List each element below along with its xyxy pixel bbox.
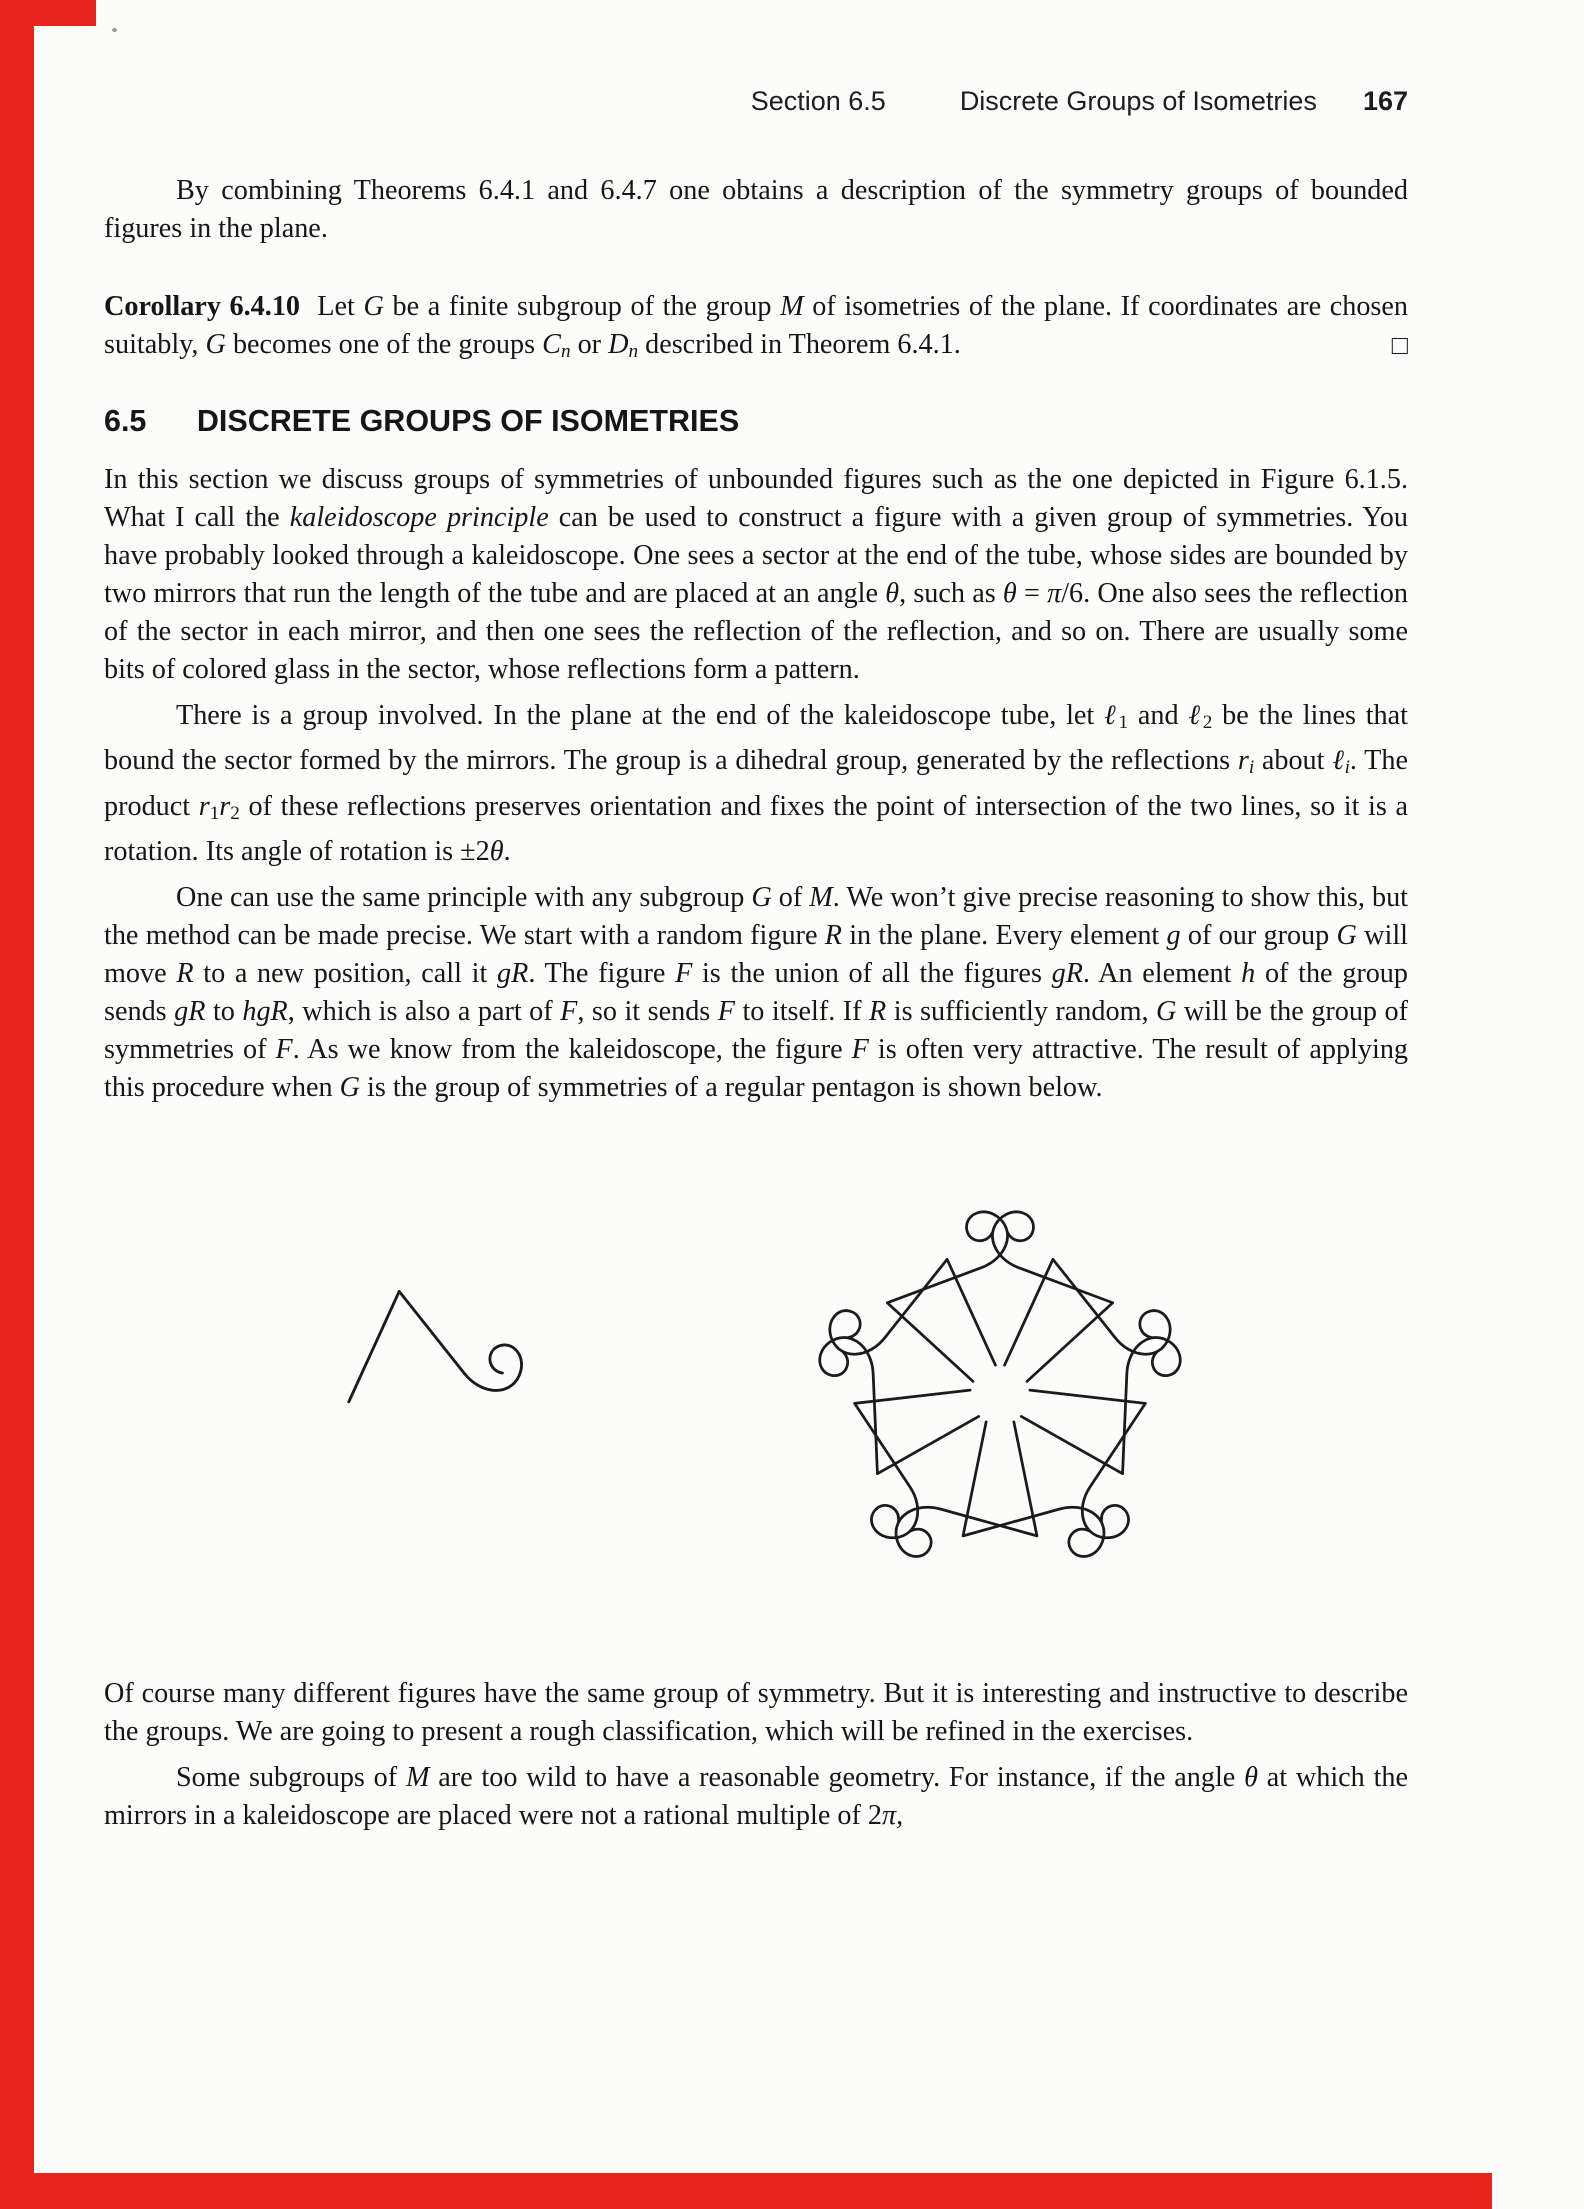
paragraph-classification: Of course many different figures have the same group of symmetry. But it is interesting and instructive to describe the groups. We are going to present a rough classification, which will be refined in the exercises. (104, 1677, 1408, 1747)
book-edge-top (0, 0, 96, 26)
book-edge-bottom (0, 2173, 1492, 2209)
page-number: 167 (1362, 86, 1408, 116)
paragraph-intro: By combining Theorems 6.4.1 and 6.4.7 one obtains a description of the symmetry groups of bounded figures in the plane. (104, 175, 1408, 244)
running-head (104, 86, 1408, 116)
page-content (104, 86, 1408, 1835)
section-number: 6.5 (104, 404, 147, 439)
section-heading-6-5 (104, 403, 1408, 439)
running-head-section: Section 6.5 (750, 86, 886, 116)
paragraph-principle: One can use the same principle with any subgroup G of M. We won’t give precise reasoning to show this, but the method can be made precise. We start with a random figure R in the plane. Every element g of our group G will move R to a new position, call it gR. The figure F is the union of all the figures gR. An element h of the group sends gR to hgR, which is also a part of F, so it sends F to itself. If R is sufficiently random, G will be the group of symmetries of F. As we know from the kaleidoscope, the figure F is often very attractive. The result of applying this procedure when G is the group of symmetries of a regular pentagon is shown below. (104, 881, 1409, 1103)
figure-kaleidoscope-pentagon (104, 1133, 1408, 1633)
book-edge-left (0, 0, 34, 2209)
random-figure-drawing (349, 1291, 522, 1401)
corollary-6-4-10: Corollary 6.4.10 Let G be a finite subgroup of the group M of isometries of the plane. If coordinates are chosen suitably, G becomes one of the groups Cn or Dn described in Theorem 6.4.1. □ (104, 291, 1409, 363)
paragraph-dihedral-group: There is a group involved. In the plane at the end of the kaleidoscope tube, let ℓ$_1$ and ℓ$_2$ be the lines that bound the sector formed by the mirrors. The group is a dihedral group, generated by the reflections ri about ℓi. The product $r_1r_2$ of these reflections preserves orientation and fixes the point of intersection of the two lines, so it is a rotation. Its angle of rotation is ±2θ. (104, 700, 1408, 867)
paragraph-kaleidoscope: In this section we discuss groups of symmetries of unbounded figures such as the one depicted in Figure 6.1.5. What I call the kaleidoscope principle can be used to construct a figure with a given group of symmetries. You have probably looked through a kaleidoscope. One sees a sector at the end of the tube, whose sides are bounded by two mirrors that run the length of the tube and are placed at an angle θ, such as θ = π/6. One also sees the reflection of the sector in each mirror, and then one sees the reflection of the reflection, and so on. There are usually some bits of colored glass in the sector, whose reflections form a pattern. (104, 464, 1408, 686)
pentagon-figure-drawing (783, 1191, 1218, 1605)
figure-svg (104, 1133, 1408, 1633)
paragraph-wild-subgroups: Some subgroups of M are too wild to have a reasonable geometry. For instance, if the angle θ at which the mirrors in a kaleidoscope are placed were not a rational multiple of 2π, (104, 1761, 1409, 1831)
section-title: DISCRETE GROUPS OF ISOMETRIES (196, 404, 740, 439)
scan-speck (112, 28, 117, 32)
running-head-title: Discrete Groups of Isometries (959, 86, 1317, 116)
